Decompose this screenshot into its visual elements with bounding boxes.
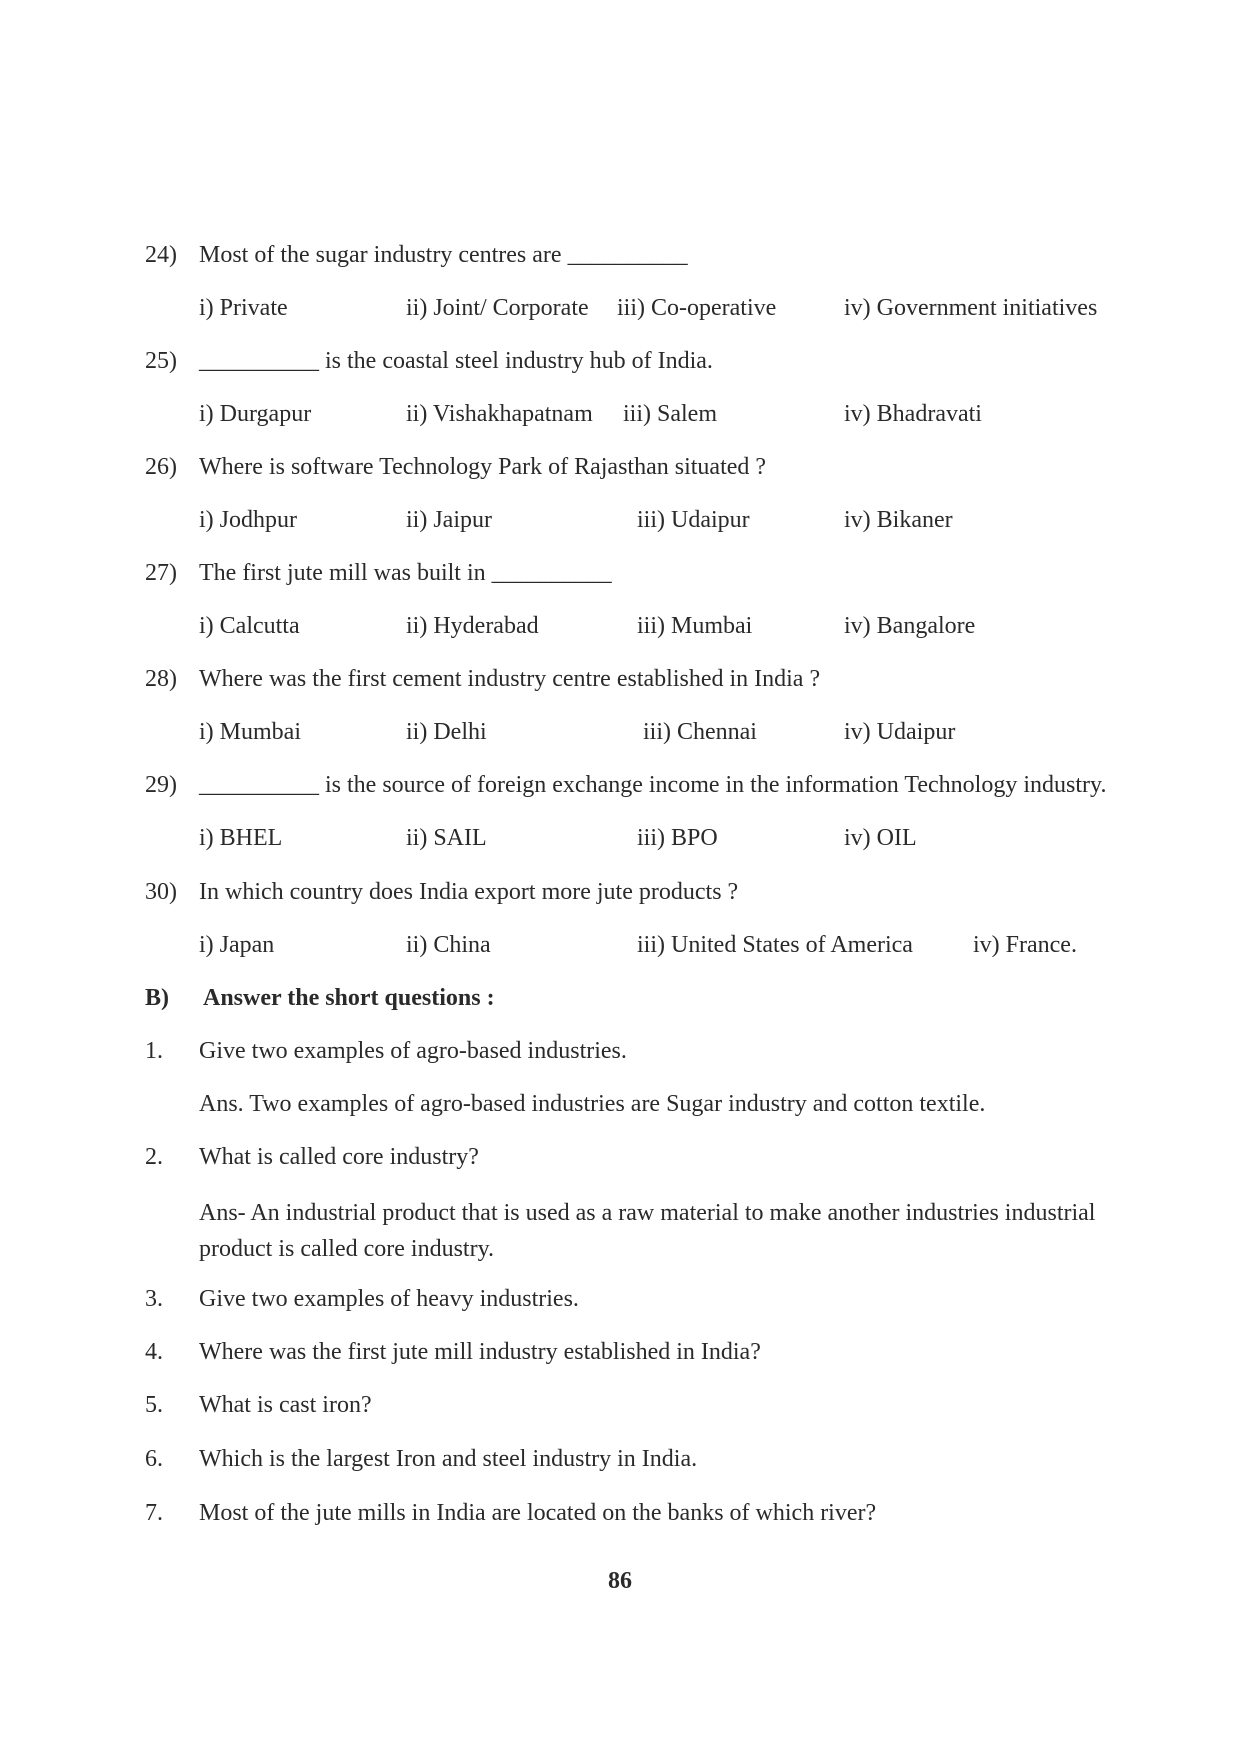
question-text: Most of the jute mills in India are located on the banks of which river? <box>199 1500 877 1526</box>
option: i) Durgapur <box>199 401 312 427</box>
question-text: Give two examples of heavy industries. <box>199 1286 579 1312</box>
option: iii) Co-operative <box>617 295 777 321</box>
option: ii) SAIL <box>406 825 487 851</box>
option: ii) Jaipur <box>406 507 492 533</box>
option: ii) Hyderabad <box>406 613 539 639</box>
option: ii) Delhi <box>406 719 487 745</box>
section-title: Answer the short questions : <box>203 985 495 1011</box>
question-text: What is called core industry? <box>199 1144 479 1170</box>
option: iii) United States of America <box>637 932 913 958</box>
question-number: 29) <box>145 772 177 798</box>
option: iv) Bangalore <box>844 613 976 639</box>
option: iii) Udaipur <box>637 507 750 533</box>
question-number: 5. <box>145 1392 163 1418</box>
question-number: 27) <box>145 560 177 586</box>
question-text: Where is software Technology Park of Rajasthan situated ? <box>199 454 767 480</box>
question-number: 28) <box>145 666 177 692</box>
question-text: Give two examples of agro-based industries. <box>199 1038 627 1064</box>
question-number: 6. <box>145 1446 163 1472</box>
option: iii) Salem <box>623 401 717 427</box>
option: iv) OIL <box>844 825 917 851</box>
question-text: Which is the largest Iron and steel industry in India. <box>199 1446 698 1472</box>
option: ii) Joint/ Corporate <box>406 295 589 321</box>
answer-text: Ans. Two examples of agro-based industries are Sugar industry and cotton textile. <box>199 1091 986 1117</box>
question-number: 25) <box>145 348 177 374</box>
option: iv) Government initiatives <box>844 295 1098 321</box>
question-text: What is cast iron? <box>199 1392 372 1418</box>
question-number: 3. <box>145 1286 163 1312</box>
option: i) Calcutta <box>199 613 300 639</box>
option: iii) BPO <box>637 825 718 851</box>
answer-text: Ans- An industrial product that is used as a raw material to make another industries industrial product is called core industry. <box>199 1200 1096 1262</box>
question-number: 30) <box>145 879 177 905</box>
question-number: 2. <box>145 1144 163 1170</box>
option: iv) France. <box>973 932 1077 958</box>
section-label: B) <box>145 985 169 1011</box>
option: iii) Chennai <box>643 719 757 745</box>
question-number: 26) <box>145 454 177 480</box>
option: i) Jodhpur <box>199 507 297 533</box>
question-text: __________ is the coastal steel industry hub of India. <box>199 348 713 374</box>
option: iv) Bhadravati <box>844 401 982 427</box>
option: i) Mumbai <box>199 719 301 745</box>
option: ii) Vishakhapatnam <box>406 401 593 427</box>
option: iv) Udaipur <box>844 719 956 745</box>
question-number: 4. <box>145 1339 163 1365</box>
option: ii) China <box>406 932 491 958</box>
option: i) Private <box>199 295 288 321</box>
option: i) BHEL <box>199 825 283 851</box>
option: i) Japan <box>199 932 275 958</box>
question-text: Most of the sugar industry centres are __________ <box>199 242 688 268</box>
question-text: __________ is the source of foreign exchange income in the information Technology industry. <box>199 772 1107 798</box>
page-number: 86 <box>608 1568 632 1594</box>
question-text: The first jute mill was built in __________ <box>199 560 612 586</box>
question-number: 7. <box>145 1500 163 1526</box>
option: iii) Mumbai <box>637 613 753 639</box>
question-text: Where was the first jute mill industry established in India? <box>199 1339 761 1365</box>
question-text: In which country does India export more jute products ? <box>199 879 739 905</box>
question-number: 24) <box>145 242 177 268</box>
question-text: Where was the first cement industry centre established in India ? <box>199 666 821 692</box>
question-number: 1. <box>145 1038 163 1064</box>
option: iv) Bikaner <box>844 507 953 533</box>
